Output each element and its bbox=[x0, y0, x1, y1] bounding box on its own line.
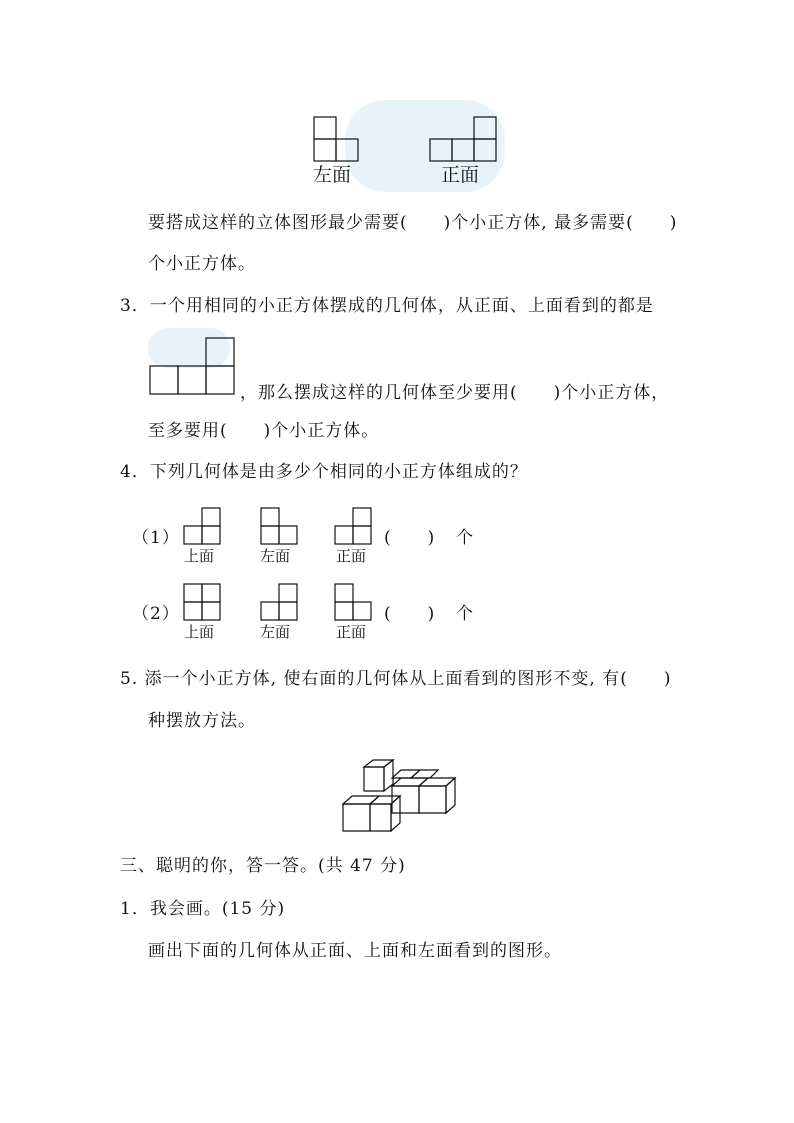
q4-row1-front-label: 正面 bbox=[336, 547, 367, 565]
front-view-figure bbox=[427, 116, 499, 164]
q3-line-3: 至多要用( )个小正方体。 bbox=[148, 421, 380, 441]
q4-row1-top-label: 上面 bbox=[184, 547, 215, 565]
q4-title: 4．下列几何体是由多少个相同的小正方体组成的？ bbox=[120, 462, 528, 482]
q3-view-figure bbox=[150, 337, 240, 397]
q3-line-2: ，那么摆成这样的几何体至少要用( )个小正方体， bbox=[240, 383, 670, 403]
section3-title: 三、聪明的你，答一答。(共 47 分) bbox=[120, 856, 406, 876]
q3-line-1: 3．一个用相同的小正方体摆成的几何体，从正面、上面看到的都是 bbox=[120, 296, 654, 316]
q4-row1-top-view bbox=[183, 507, 223, 547]
q5-line-1: 5. 添一个小正方体, 使右面的几何体从上面看到的图形不变, 有( ) bbox=[120, 669, 672, 689]
left-view-figure bbox=[313, 116, 363, 164]
q4-row1-left-view bbox=[260, 507, 300, 547]
q4-row2-answer-blank[interactable]: ( ) bbox=[384, 604, 436, 624]
q2-line-1: 要搭成这样的立体图形最少需要( )个小正方体, 最多需要( ) bbox=[148, 213, 678, 233]
q4-row2-unit: 个 bbox=[456, 604, 474, 624]
q4-row2-number: （2） bbox=[132, 604, 180, 624]
q4-row2-top-label: 上面 bbox=[184, 623, 215, 641]
q2-line-2: 个小正方体。 bbox=[148, 254, 256, 274]
left-view-label: 左面 bbox=[313, 164, 352, 186]
section3-q1-title: 1．我会画。(15 分) bbox=[120, 899, 286, 919]
q5-cube-stack-figure bbox=[340, 750, 465, 835]
q4-row2-top-view bbox=[183, 583, 223, 623]
q4-row2-front-label: 正面 bbox=[336, 623, 367, 641]
q5-line-2: 种摆放方法。 bbox=[148, 711, 256, 731]
q4-row1-number: （1） bbox=[132, 528, 180, 548]
q4-row1-unit: 个 bbox=[456, 528, 474, 548]
q4-row1-left-label: 左面 bbox=[260, 547, 291, 565]
q4-row1-answer-blank[interactable]: ( ) bbox=[384, 528, 436, 548]
section3-q1-text: 画出下面的几何体从正面、上面和左面看到的图形。 bbox=[148, 941, 562, 961]
q4-row2-left-label: 左面 bbox=[260, 623, 291, 641]
q4-row1-front-view bbox=[334, 507, 374, 547]
front-view-label: 正面 bbox=[441, 164, 480, 186]
q4-row2-front-view bbox=[334, 583, 374, 623]
q4-row2-left-view bbox=[260, 583, 300, 623]
